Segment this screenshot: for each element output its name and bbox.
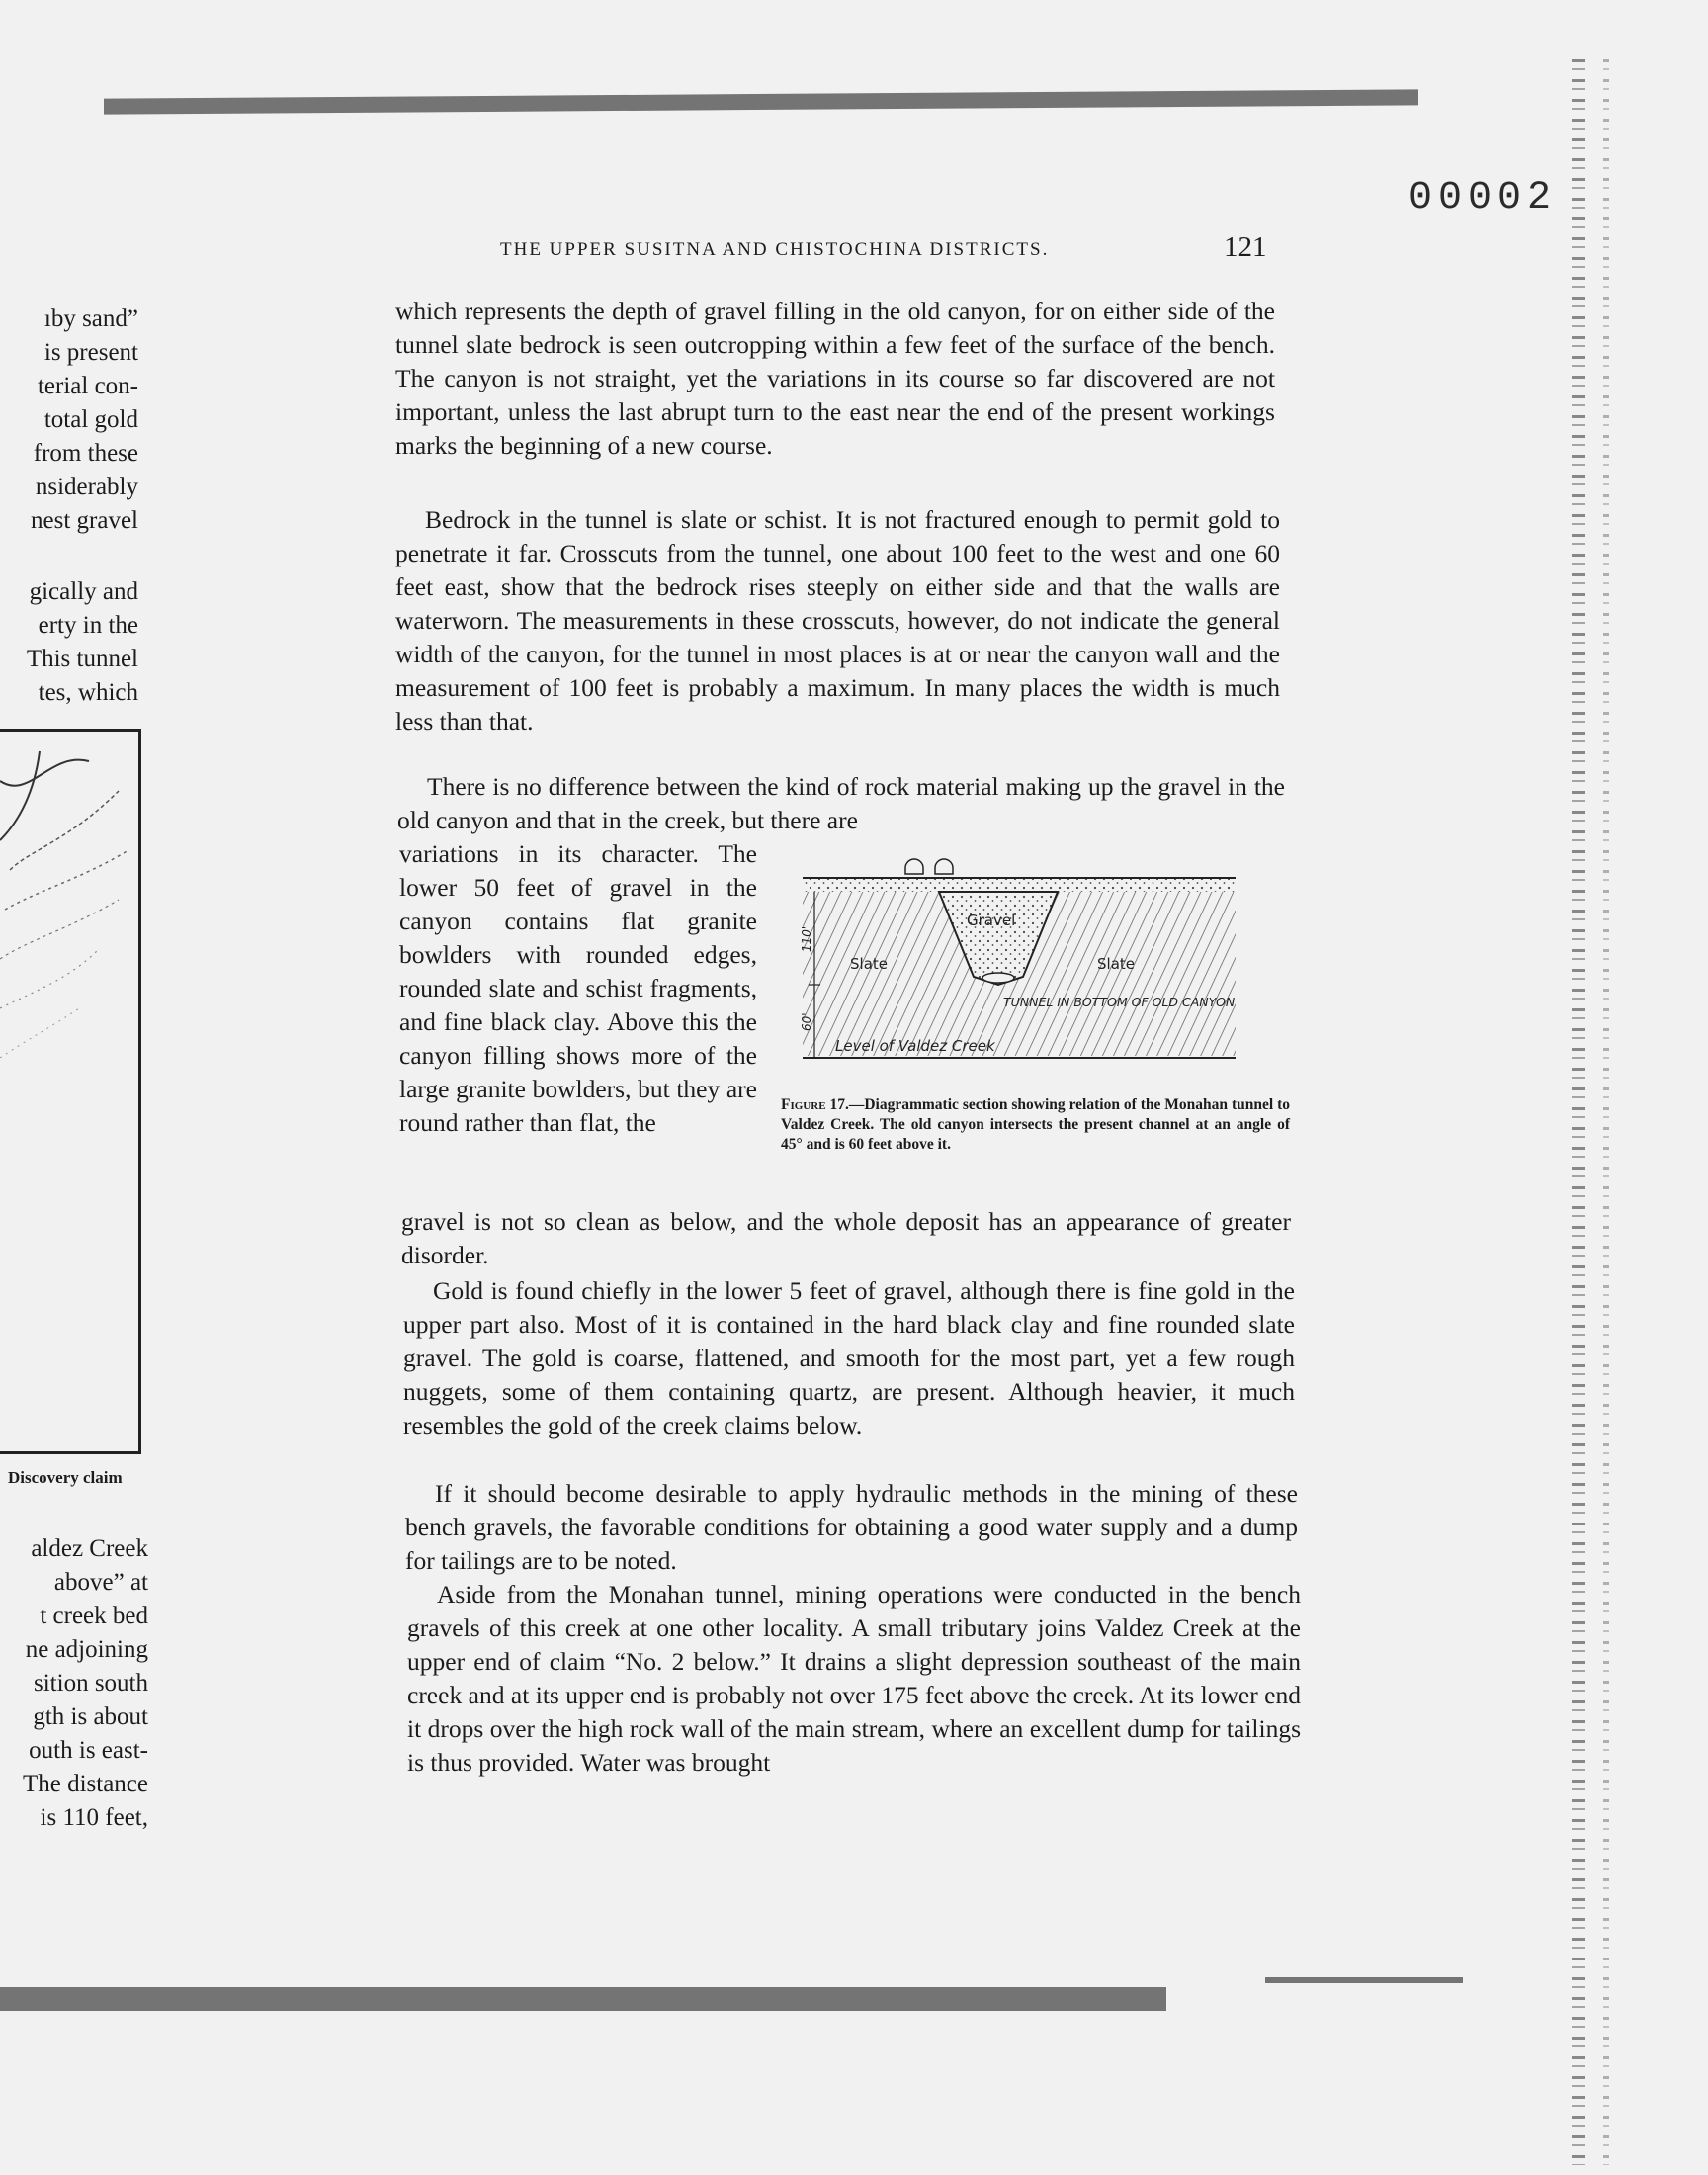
- left-line: nest gravel: [31, 507, 138, 534]
- left-line: t creek bed: [40, 1603, 148, 1629]
- figure-17: [791, 858, 1295, 1081]
- map-caption: Discovery claim: [8, 1468, 123, 1487]
- left-line: ıby sand”: [43, 305, 138, 332]
- canyon-section-diagram: [791, 858, 1295, 1081]
- left-line: total gold: [43, 406, 138, 433]
- left-column-top: [0, 303, 138, 538]
- left-line: from these: [33, 440, 138, 467]
- left-line: gically and: [29, 578, 138, 605]
- paragraph-2: Bedrock in the tunnel is slate or schist. It is not fractured enough to permit gold to penetrate it far. Crosscuts from the tunnel, one about 100 feet to the west and one 60 feet east, show that the bedrock rises steeply on either side and that the walls are waterworn. The measurements in these crosscuts, however, do not indicate the general width of the canyon, for the tunnel in most places is at or near the canyon wall and the measurement of 100 feet is probably a maximum. In many places the width is much less than that.: [395, 505, 1280, 736]
- label-gravel: Gravel: [967, 912, 1016, 929]
- figure-caption: [781, 1095, 1290, 1155]
- paragraph-6: Aside from the Monahan tunnel, mining operations were conducted in the bench gravels of this creek at one other locality. A small tributary joins Valdez Creek at the upper end of claim “No. 2 below.” It drains a slight depression southeast of the main creek and at its upper end is probably not over 175 feet above the creek. At its lower end it drops over the high rock wall of the main stream, where an excellent dump for tailings is thus provided. Water was brought: [407, 1580, 1301, 1777]
- paragraph-1: which represents the depth of gravel filling in the old canyon, for on either side of the tunnel slate bedrock is seen outcropping within a few feet of the surface of the bench. The canyon is not straight, yet the variations in its course so far discovered are not important, unless the last abrupt turn to the east near the end of the present workings marks the beginning of a new course.: [395, 297, 1275, 460]
- label-slate-left: Slate: [850, 955, 888, 973]
- left-line: gth is about: [33, 1703, 148, 1730]
- map-fragment-drawing: [0, 732, 135, 1451]
- left-line: outh is east-: [29, 1737, 148, 1764]
- figure-caption-text: —Diagrammatic section showing relation of the Monahan tunnel to Valdez Creek. The old canyon intersects the present channel at an angle of 45° and is 60 feet above it.: [781, 1096, 1291, 1153]
- left-column-bottom: [0, 1532, 148, 1835]
- left-line: tes, which: [38, 679, 138, 706]
- left-line: nsiderably: [35, 474, 138, 500]
- left-line: sition south: [34, 1670, 148, 1696]
- running-head: THE UPPER SUSITNA AND CHISTOCHINA DISTRICTS.: [500, 239, 1050, 260]
- paragraph-3-side: variations in its character. The lower 50 feet of gravel in the canyon contains flat granite bowlders with rounded edges, rounded slate and schist fragments, and fine black clay. Above this the canyon filling shows more of the large granite bowlders, but they are round rather than flat, the: [399, 839, 757, 1137]
- left-line: terial con-: [37, 373, 138, 399]
- cabin-icon: [905, 859, 923, 874]
- tunnel: [982, 973, 1014, 983]
- left-line: above” at: [53, 1569, 148, 1596]
- figure-number: Figure 17.: [781, 1096, 849, 1113]
- paragraph-5: If it should become desirable to apply hydraulic methods in the mining of these bench gravels, the favorable conditions for obtaining a good water supply and a dump for tailings are to be noted.: [405, 1479, 1298, 1575]
- scan-top-bar: [104, 89, 1418, 114]
- paragraph-3-bottom: gravel is not so clean as below, and the whole deposit has an appearance of greater disorder.: [401, 1207, 1291, 1269]
- left-line: This tunnel: [26, 646, 138, 672]
- label-tunnel: TUNNEL IN BOTTOM OF OLD CANYON: [1003, 995, 1236, 1009]
- surface-gravel: [803, 878, 1236, 892]
- scan-right-edge: [1572, 59, 1585, 2165]
- left-line: erty in the: [38, 612, 138, 639]
- map-fragment: [0, 729, 141, 1454]
- scan-bottom-bar-right: [1265, 1977, 1463, 1983]
- paragraph-3-top: There is no difference between the kind of rock material making up the gravel in the old canyon and that in the creek, but there are: [397, 772, 1285, 834]
- left-line: is present: [43, 339, 138, 366]
- scan-right-edge-2: [1603, 59, 1609, 2165]
- left-line: aldez Creek: [31, 1535, 148, 1562]
- label-slate-right: Slate: [1097, 955, 1135, 973]
- cabin-icon: [935, 859, 953, 874]
- label-creek-level: Level of Valdez Creek: [835, 1037, 995, 1055]
- document-number: 00002: [1409, 176, 1558, 220]
- scan-bottom-bar: [0, 1987, 1166, 2011]
- label-dim-upper: 110': [800, 925, 813, 952]
- page-number: 121: [1224, 231, 1267, 263]
- label-dim-lower: 60': [800, 1012, 813, 1031]
- left-line: ne adjoining: [25, 1636, 148, 1663]
- left-line: The distance: [22, 1771, 148, 1797]
- left-column-middle: [0, 575, 138, 710]
- paragraph-4: Gold is found chiefly in the lower 5 feet of gravel, although there is fine gold in the upper part also. Most of it is contained in the hard black clay and fine rounded slate gravel. The gold is coarse, flattened, and smooth for the most part, yet a few rough nuggets, some of them containing quartz, are present. Although heavier, it much resembles the gold of the creek claims below.: [403, 1276, 1295, 1439]
- left-line: is 110 feet,: [40, 1804, 148, 1831]
